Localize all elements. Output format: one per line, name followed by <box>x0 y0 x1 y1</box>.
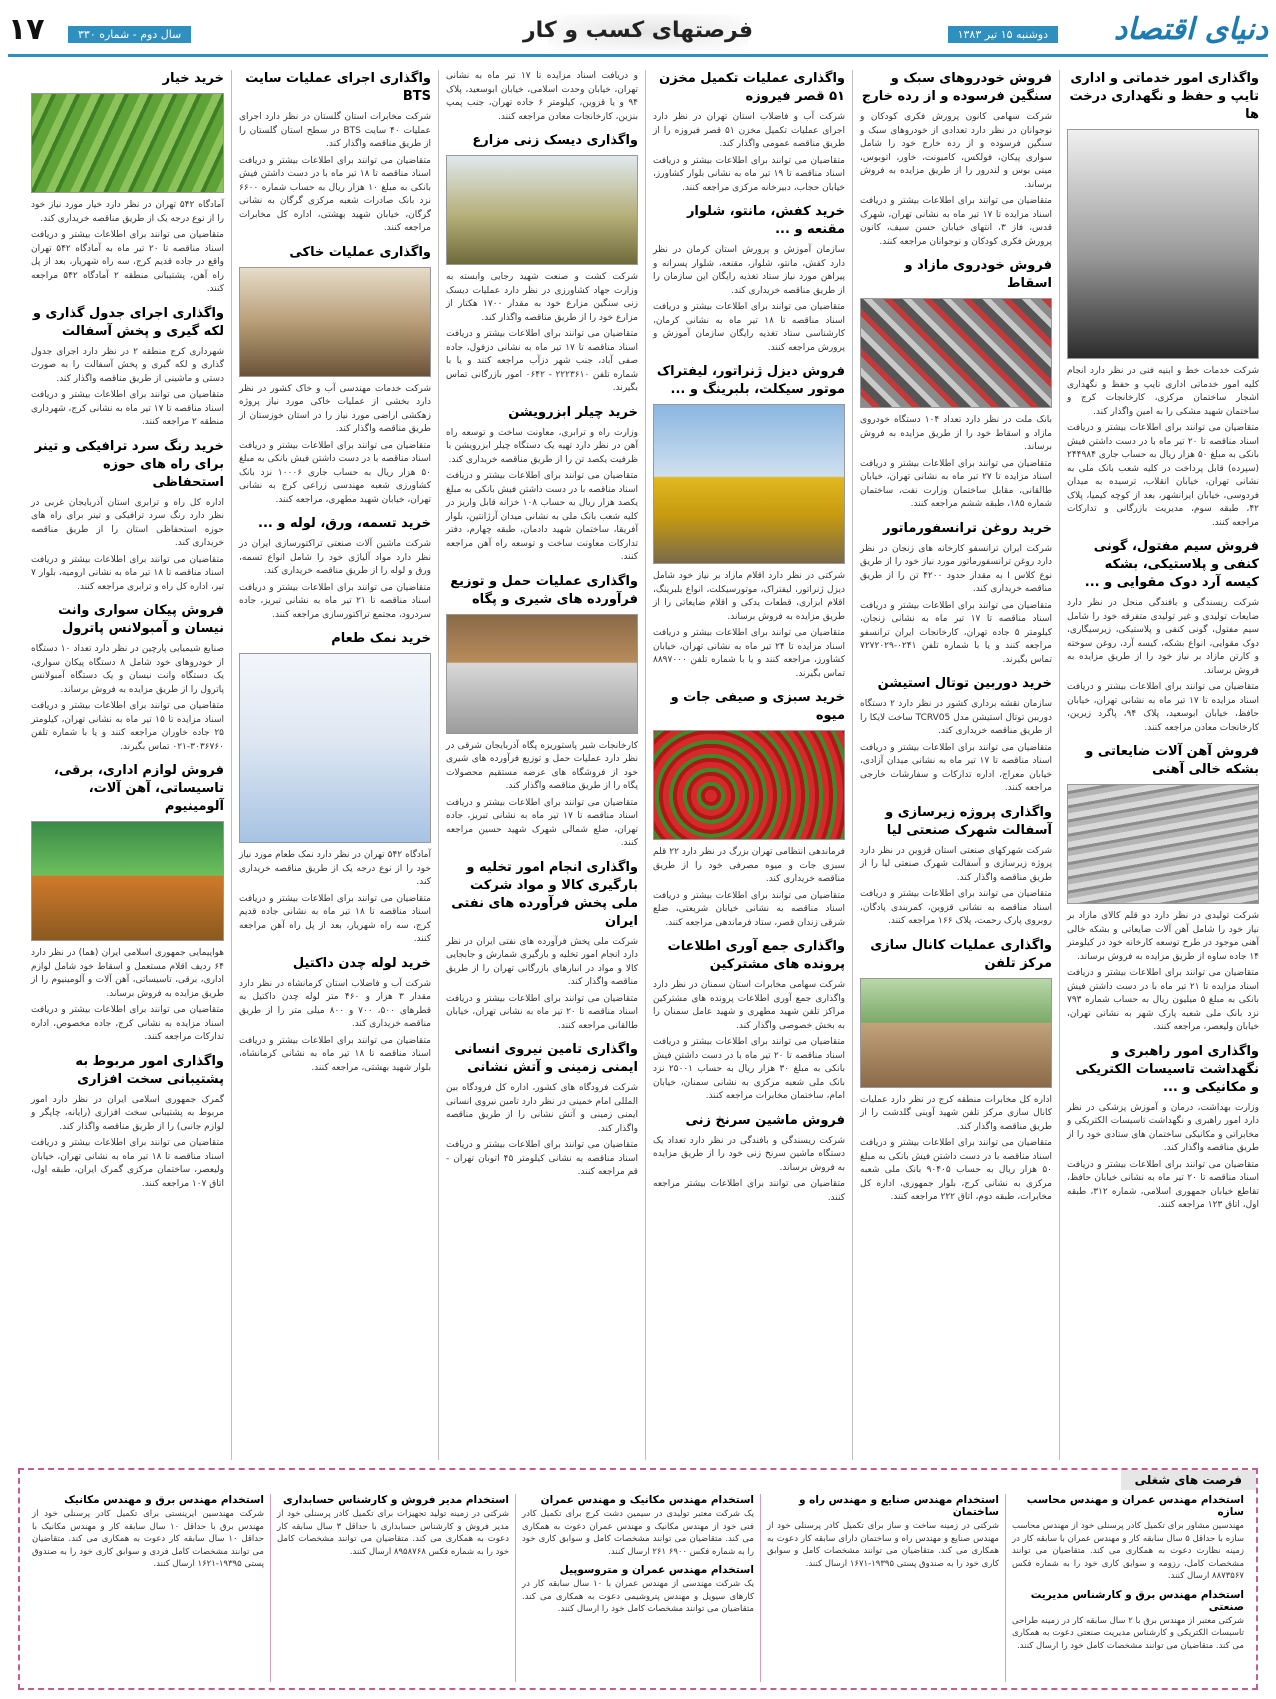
article-paragraph: بانک ملت در نظر دارد تعداد ۱۰۴ دستگاه خودروی مازاد و اسقاط خود را از طریق مزایده به فروش برساند. <box>860 415 1053 452</box>
article-paragraph: متقاضیان می توانند برای اطلاعات بیشتر و دریافت اسناد مناقصه تا ۱۸ تیر ماه به نشانی کرمان، کارشناسی ستاد تغذیه رایگان سازمان آموزش و پرورش مراجعه کنند. <box>653 302 845 353</box>
article <box>239 244 431 508</box>
article <box>446 70 638 124</box>
article <box>31 762 224 1045</box>
job-opportunities-label: فرصت های شغلی <box>1121 1470 1256 1490</box>
article-paragraph: متقاضیان می توانند برای اطلاعات بیشتر و دریافت اسناد مناقصه تا ۲۰ تیر ماه به آمادگاه ۵۴۲ تهران واقع در جاده قدیم کرج، سه راه شهریار، بعد از پل راه آهن، پشتیبانی منطقه ۲ آمادگاه ۵۴۲ مراجعه کنند. <box>31 230 224 294</box>
page-number: ۱۷ <box>8 12 45 47</box>
article-paragraph: متقاضیان می توانند برای اطلاعات بیشتر و دریافت اسناد مزایده تا ۲۴ تیر ماه به نشانی تهران، خیابان کشاورز، مراجعه کنند و یا با شماره تلفن ۸۸۹۷۰۰۰ تماس بگیرند. <box>653 628 845 679</box>
article-headline: واگذاری دیسک زنی مزارع <box>472 133 638 148</box>
article-headline: فروش لوازم اداری، برقی، تاسیساتی، آهن آلات، آلومینیوم <box>53 763 224 814</box>
pipes-photo <box>1067 784 1259 904</box>
article-paragraph: متقاضیان می توانند برای اطلاعات بیشتر و دریافت اسناد مناقصه تا ۱۸ تیر ماه به نشانی جاده قدیم کرج، سه راه شهریار، بعد از پل راه آهن مراجعه کنند. <box>239 893 431 944</box>
article-column <box>645 70 852 1460</box>
article-paragraph: متقاضیان می توانند برای اطلاعات بیشتر و دریافت اسناد مناقصه تا ۱۹ تیر ماه به نشانی بلوار کشاورز، خیابان حجاب، دبیرخانه مرکزی مراجعه کنند. <box>653 155 845 193</box>
article <box>31 305 224 430</box>
typewriter-photo <box>1067 129 1259 359</box>
job-opportunities-box <box>18 1468 1258 1690</box>
article-headline: خرید نمک طعام <box>331 631 431 646</box>
article <box>860 520 1052 668</box>
article-headline: خرید تسمه، ورق، لوله و ... <box>258 516 431 531</box>
article-headline: واگذاری پروژه زیرسازی و آسفالت شهرک صنعتی لیا <box>885 804 1052 838</box>
article-paragraph: متقاضیان می توانند برای اطلاعات بیشتر و دریافت اسناد مناقصه تا ۱۷ تیر ماه به نشانی میدان آزادی، خیابان معراج، اداره تدارکات و سفارشات خارجی مراجعه کنند. <box>860 742 1052 793</box>
newspaper-logo: دنیای اقتصاد <box>1113 12 1268 47</box>
article-paragraph: متقاضیان می توانند برای اطلاعات بیشتر و دریافت اسناد مناقصه تا ۲۱ تیر ماه به نشانی تبریز، جاده سردرود، مجتمع تراکتورسازی مراجعه کنند. <box>239 582 431 620</box>
job-title: استخدام مهندس برق و کارشناس مدیریت صنعتی <box>1030 1588 1244 1613</box>
article-headline: فروش پیکان سواری وانت نیسان و آمبولانس پاترول <box>58 603 224 636</box>
article-paragraph: شرکت ریسندگی و بافندگی منحل در نظر دارد ضایعات تولیدی و غیر تولیدی متفرقه خود را شامل سیم مفتول، گونی کنفی و پلاستیکی، زیرسیگاری، دوک مقوایی، انواع بشکه، کیسه آرد، روغن سوخته و کارتن مازاد بر نیاز خود را از طریق مزایده به فروش برساند. <box>1067 598 1259 676</box>
article-headline: خرید دوربین توتال استیشن <box>877 676 1052 691</box>
article <box>653 70 845 195</box>
article-paragraph: متقاضیان می توانند برای اطلاعات بیشتر و دریافت اسناد مزایده تا ۱۵ تیر ماه به نشانی تهران، کیلومتر ۲۵ جاده خاوران مراجعه کنند و یا با شماره تلفن ۳۰۳۶۷۶۰-۰۲۱ تماس بگیرند. <box>31 701 224 752</box>
factory-photo <box>31 821 224 941</box>
tractor-photo <box>446 155 638 265</box>
article-paragraph: متقاضیان می توانند برای اطلاعات بیشتر و دریافت اسناد مناقصه تا ۱۷ تیر ماه به نشانی زنجان، کیلومتر ۵ جاده تهران، کارخانجات ایران ترانسفو مراجعه کنند و یا با شماره تلفن ۰۲۴۱-۷۲۷۲۰۲۹ تماس بگیرند. <box>860 600 1052 665</box>
article-headline: واگذاری امور مربوط به پشتیبانی سخت افزاری <box>75 1053 224 1087</box>
article-paragraph: متقاضیان می توانند برای اطلاعات بیشتر و دریافت اسناد مناقصه تا ۲۰ تیر ماه به نشانی تهران، خیابان طالقانی مراجعه کنند. <box>446 993 638 1031</box>
article-paragraph: فرماندهی انتظامی تهران بزرگ در نظر دارد ۲۲ قلم سبزی جات و میوه مصرفی خود را از طریق مناقصه خریداری کند. <box>653 847 845 884</box>
article <box>446 404 638 565</box>
article-headline: واگذاری امور خدماتی و اداری تایپ و حفظ و نگهداری درخت ها <box>1069 71 1259 122</box>
job-listing <box>1012 1589 1244 1653</box>
article <box>653 938 845 1104</box>
article-paragraph: آمادگاه ۵۴۲ تهران در نظر دارد نمک طعام مورد نیاز خود را از نوع درجه یک از طریق مناقصه خریداری کند. <box>239 850 431 887</box>
article-headline: فروش دیزل ژنراتور، لیفتراک موتور سیکلت، بلبرینگ و ... <box>656 364 845 397</box>
job-description: یک شرکت معتبر تولیدی در سیمین دشت کرج برای تکمیل کادر فنی خود از مهندس مکانیک و مهندس عمران دعوت به همکاری می کند. متقاضیان می توانند مشخصات کامل و سوابق کاری خود را به شماره فکس ۶۹۰۰ ۲۶۱ ارسال کنند. <box>522 1509 754 1557</box>
article-headline: واگذاری اجرای جدول گذاری و لکه گیری و پخش آسفالت <box>32 305 224 339</box>
job-title: استخدام مهندس صنایع و مهندس راه و ساختمان <box>798 1494 999 1518</box>
issue-number: سال دوم - شماره ۳۳۰ <box>68 26 191 43</box>
article-paragraph: متقاضیان می توانند برای اطلاعات بیشتر و دریافت اسناد مناقصه با در دست داشتن فیش بانکی به مبلغ یکصد هزار ریال به حساب ۱۰۸ خزانه قابل واریز در کلیه شعب بانک ملی به نشانی میدان آرژانتین، بلوار آفریقا، ساختمان شهید دادمان، طبقه چهارم، دفتر تدارکات معاونت ساخت و توسعه راه آهن مراجعه کنند. <box>446 471 638 562</box>
article <box>446 1041 638 1180</box>
article-paragraph: متقاضیان می توانند برای اطلاعات بیشتر و دریافت اسناد مناقصه به نشانی کیلومتر ۴۵ اتوبان تهران - قم مراجعه کنند. <box>446 1140 638 1177</box>
article-paragraph: متقاضیان می توانند برای اطلاعات بیشتر و دریافت اسناد مزایده به نشانی کرج، جاده مخصوص، اداره تدارکات مراجعه کنند. <box>31 1005 224 1042</box>
article-paragraph: شهرداری کرج منطقه ۲ در نظر دارد اجرای جدول گذاری و لکه گیری و پخش آسفالت را به صورت دستی و ماشینی از طریق مناقصه واگذار کند. <box>31 346 225 384</box>
article-paragraph: متقاضیان می توانند برای اطلاعات بیشتر و دریافت اسناد مناقصه تا ۲۰ تیر ماه به نشانی خیابان حافظ، تقاطع خیابان جمهوری اسلامی، شماره ۳۱۲، طبقه اول، اتاق ۱۲۳ مراجعه کنند. <box>1067 1159 1260 1210</box>
article-headline: فروش سیم مفتول، گونی کنفی و پلاستیکی، بشکه کیسه آرد دوک مقوایی و ... <box>1084 539 1259 590</box>
article-paragraph: شرکت سهامی کانون پرورش فکری کودکان و نوجوانان در نظر دارد تعدادی از خودروهای سبک و سنگین فرسوده و از رده خارج خود را شامل سواری پیکان، فولکس، کامیونت، خاور، اتوبوس، مینی بوس و لندرور را از طریق مزایده به فروش برساند. <box>860 112 1052 190</box>
article <box>653 1112 845 1206</box>
article <box>860 70 1052 249</box>
article-paragraph: کارخانجات شیر پاستوریزه پگاه آذربایجان شرقی در نظر دارد عملیات حمل و توزیع فرآورده های شیری خود از فروشگاه های عرضه مستقیم محصولات پگاه را از طریق مناقصه واگذار کند. <box>446 740 638 791</box>
article-paragraph: آمادگاه ۵۴۲ تهران در نظر دارد خیار مورد نیاز خود را از نوع درجه یک از طریق مناقصه خریداری کند. <box>31 200 224 224</box>
job-description: شرکتی در زمینه تولید تجهیزات برای تکمیل کادر پرسنلی خود از مدیر فروش و کارشناس حسابداری با حداقل ۳ سال سابقه کار دعوت به همکاری می کند. متقاضیان می توانند مشخصات کامل خود را به شماره فکس ۸۹۵۸۷۶۸ ارسال کنند. <box>277 1509 509 1557</box>
job-listing <box>522 1494 754 1558</box>
article-paragraph: متقاضیان می توانند برای اطلاعات بیشتر و دریافت اسناد مناقصه تا ۱۷ تیر ماه به نشانی کرج، شهرداری منطقه ۲ مراجعه کنند. <box>31 390 224 427</box>
article-column <box>438 70 645 1460</box>
article <box>860 675 1052 796</box>
salt-photo <box>239 653 431 843</box>
article <box>31 1053 224 1192</box>
article <box>1067 70 1259 530</box>
article-paragraph: سازمان نقشه برداری کشور در نظر دارد ۲ دستگاه دوربین توتال استیشن مدل TCRV05 ساخت لایکا را از طریق مناقصه خریداری کند. <box>860 699 1053 736</box>
article <box>1067 743 1259 1035</box>
article-headline: واگذاری عملیات حمل و توزیع فرآورده های شیری و پگاه <box>450 573 638 607</box>
article-paragraph: متقاضیان می توانند برای اطلاعات بیشتر مراجعه کنند. <box>653 1179 845 1203</box>
article <box>31 70 224 297</box>
article-paragraph: سازمان آموزش و پرورش استان کرمان در نظر دارد کفش، مانتو، شلوار، مقنعه، شلوار پسرانه و پیراهن مورد نیاز ستاد تغذیه رایگان این سازمان را از طریق مناقصه خریداری کند. <box>653 245 845 296</box>
article-column <box>852 70 1059 1460</box>
article-column <box>231 70 438 1460</box>
article <box>860 257 1052 512</box>
article <box>1067 538 1259 735</box>
job-listing <box>522 1564 754 1616</box>
article-headline: واگذاری تامین نیروی انسانی ایمنی زمینی و آتش نشانی <box>454 1042 638 1075</box>
article-paragraph: متقاضیان می توانند برای اطلاعات بیشتر و دریافت اسناد مناقصه تا ۲۰ تیر ماه با در دست داشتن فیش بانکی به مبلغ ۳۰ هزار ریال به حساب ۲۵۰۰۱ نزد بانک ملی شعبه مرکزی به نشانی سمنان، خیابان امام، ساختمان مخابرات مراجعه کنند. <box>653 1037 845 1101</box>
article-headline: واگذاری انجام امور تخلیه و بارگیری کالا و مواد شرکت ملی پخش فرآورده های نفتی ایران <box>451 859 638 929</box>
job-title: استخدام مهندس عمران و متروسوپیل <box>559 1564 754 1576</box>
article-headline: خرید روغن ترانسفورماتور <box>882 520 1052 536</box>
article-paragraph: شرکت آب و فاضلاب استان کرمانشاه در نظر دارد مقدار ۳ هزار و ۴۶۰ متر لوله چدن داکتیل به قطرهای ۵۰۰، ۷۰۰ و ۸۰۰ میلی متر را از طریق مناقصه خریداری کند. <box>239 978 432 1029</box>
article-paragraph: گمرک جمهوری اسلامی ایران در نظر دارد امور مربوط به پشتیبانی سخت افزاری (رایانه، چاپگر و لوازم جانبی) را از طریق مناقصه واگذار کند. <box>31 1094 224 1132</box>
masthead <box>8 12 1268 57</box>
article-headline: خرید لوله چدن داکتیل <box>292 955 431 971</box>
article <box>31 602 224 754</box>
article-paragraph: متقاضیان می توانند برای اطلاعات بیشتر و دریافت اسناد مناقصه تا ۱۸ تیر ماه با در دست داشتن فیش بانکی به مبلغ ۱۰ هزار ریال به حساب شماره ۶۶۰۰ نزد بانک صادرات شعبه مرکزی گرگان به نشانی گرگان، خیابان شهید بهشتی، اداره کل مخابرات مراجعه کنند. <box>239 155 431 233</box>
job-listing <box>1012 1494 1244 1583</box>
article-headline: فروش خودروهای سبک و سنگین فرسوده و از رده خارج <box>861 71 1052 104</box>
article-headline: فروش ماشین سرنخ زنی <box>685 1112 845 1128</box>
article-paragraph: متقاضیان می توانند برای اطلاعات بیشتر و دریافت اسناد مناقصه با در دست داشتن فیش بانکی به مبلغ ۵۰ هزار ریال به حساب ۹۰۴۰۵ بانک ملی شعبه مرکزی به نشانی کرج، بلوار جمهوری، اداره کل مخابرات، طبقه دوم، اتاق ۲۲۲ مراجعه کنند. <box>860 1138 1052 1202</box>
article <box>653 363 845 681</box>
article-paragraph: و دریافت اسناد مزایده تا ۱۷ تیر ماه به نشانی تهران، خیابان وحدت اسلامی، خیابان ابوسعید، پلاک ۹۴ و یا قزوین، کیلومتر ۶ جاده تهران، جنب پمپ بنزین، کارخانجات معادن مراجعه کنند. <box>446 71 638 122</box>
bulldozer-photo <box>239 267 431 377</box>
article <box>653 203 845 355</box>
job-column <box>515 1494 760 1682</box>
job-description: شرکت مهندسین ایرینستی برای تکمیل کادر پرسنلی خود از مهندس برق با حداقل ۱۰ سال سابقه کار و مهندس مکانیک با حداقل ۱۰ سال سابقه کار دعوت به همکاری می کند. متقاضیان می توانند مشخصات کامل فردی و سوابق کاری خود را به صندوق پستی ۱۹۳۹۵-۱۶۲۱ ارسال کنند. <box>32 1509 265 1569</box>
article-paragraph: شرکت ایران ترانسفو کارخانه های زنجان در نظر دارد روغن ترانسفورماتور مورد نیاز خود را از طریق نوع کلاس I به مقدار حدود ۴۲۰۰ تن را از طریق مناقصه خریداری کند. <box>860 543 1052 594</box>
article-paragraph: وزارت راه و ترابری، معاونت ساخت و توسعه راه آهن در نظر دارد تهیه یک دستگاه چیلر ابزرویشن با ظرفیت یکصد تن را از طریق مناقصه خریداری کند. <box>446 427 638 465</box>
article-paragraph: هواپیمایی جمهوری اسلامی ایران (هما) در نظر دارد ۶۴ ردیف اقلام مستعمل و اسقاط خود شامل لوازم اداری، برقی، تاسیساتی، آهن آلات و آلومینیوم را از طریق مزایده به فروش برساند. <box>31 948 224 999</box>
job-column <box>26 1494 270 1682</box>
article-paragraph: متقاضیان می توانند برای اطلاعات بیشتر و دریافت اسناد مناقصه تا ۱۸ تیر ماه به نشانی ارومیه، بلوار ۷ تیر، اداره کل راه و ترابری مراجعه کنند. <box>31 554 224 592</box>
article-headline: واگذاری اجرای عملیات سایت BTS <box>245 71 431 104</box>
article-paragraph: متقاضیان می توانند برای اطلاعات بیشتر و دریافت اسناد مناقصه تا ۱۸ تیر ماه به نشانی تهران، خیابان ولیعصر، ساختمان مرکزی گمرک ایران، طبقه اول، اتاق ۱۰۷ مراجعه کنند. <box>31 1138 224 1189</box>
article <box>446 132 638 396</box>
job-title: استخدام مهندس عمران و مهندس محاسب سازه <box>1026 1494 1244 1518</box>
job-description: مهندسین مشاور برای تکمیل کادر پرسنلی خود از مهندس محاسب سازه با حداقل ۵ سال سابقه کار و مهندس عمران با سابقه کار در زمینه نظارت دعوت به همکاری می کند. متقاضیان می توانند مشخصات کامل، رزومه و سوابق کاری خود را به شماره فکس ۸۸۷۳۵۶۷ ارسال کنند. <box>1012 1521 1244 1581</box>
cucumber-photo <box>31 93 224 193</box>
job-title: استخدام مهندس مکانیک و مهندس عمران <box>540 1494 754 1506</box>
job-description: شرکتی در زمینه ساخت و ساز برای تکمیل کادر پرسنلی خود از مهندس صنایع و مهندس راه و ساختمان دارای سابقه کار دعوت به همکاری می کند. متقاضیان می توانند مشخصات کامل و سوابق کاری خود را به صندوق پستی ۱۹۳۹۵-۱۶۷۱ ارسال کنند. <box>767 1521 999 1569</box>
article-paragraph: متقاضیان می توانند برای اطلاعات بیشتر و دریافت اسناد مناقصه تا ۱۷ تیر ماه به نشانی دزفول، جاده صفی آباد، جنب شهر دزآب مراجعه کنند و یا با شماره تلفن ۲۲۲۳۶۱۰ - ۰۶۴۲ امور بازرگانی تماس بگیرند. <box>446 329 638 393</box>
article-paragraph: صنایع شیمیایی پارچین در نظر دارد تعداد ۱۰ دستگاه از خودروهای خود شامل ۸ دستگاه پیکان سواری، یک دستگاه وانت نیسان و یک دستگاه آمبولانس پاترول را از طریق مزایده به فروش برساند. <box>31 644 224 695</box>
article <box>31 438 224 595</box>
article-headline: خرید خیار <box>162 71 224 86</box>
article-headline: واگذاری عملیات تکمیل مخزن ۵۱ قصر فیروزه <box>659 71 845 104</box>
article-paragraph: وزارت بهداشت، درمان و آموزش پزشکی در نظر دارد امور راهبری و نگهداشت تاسیسات الکتریکی و مخابراتی و مکانیکی ساختمان های ستادی خود را از طریق مناقصه واگذار کند. <box>1067 1102 1259 1153</box>
article-paragraph: شرکت ماشین آلات صنعتی تراکتورسازی ایران در نظر دارد مواد آلیاژی خود را شامل انواع تسمه، ورق و لوله را از طریق مناقصه خریداری کند. <box>239 539 431 576</box>
article <box>860 937 1052 1205</box>
article-paragraph: متقاضیان می توانند برای اطلاعات بیشتر و دریافت اسناد مناقصه تا ۱۷ تیر ماه به نشانی تبریز، جاده تهران، ضلع شمالی شهرک شهید حسین مراجعه کنند. <box>446 797 638 848</box>
article-paragraph: شرکت ملی پخش فرآورده های نفتی ایران در نظر دارد انجام امور تخلیه و بارگیری شمارش و جابجایی کالا و مواد در انبارهای بازرگانی تهران را از طریق مناقصه واگذار کند. <box>446 936 638 987</box>
article-paragraph: شرکت آب و فاضلاب استان تهران در نظر دارد اجرای عملیات تکمیل مخزن ۵۱ قصر فیروزه را از طریق مناقصه عمومی واگذار کند. <box>653 112 845 149</box>
loader-photo <box>653 404 845 564</box>
article-columns <box>10 70 1266 1460</box>
article <box>239 515 431 622</box>
article <box>239 70 431 236</box>
article-paragraph: شرکت سهامی مخابرات استان سمنان در نظر دارد واگذاری جمع آوری اطلاعات پرونده های مشترکین مراکز تلفن شهید مطهری و شهید عامل سمنان را به بخش خصوصی واگذار کند. <box>653 980 845 1031</box>
job-column <box>270 1494 515 1682</box>
article <box>860 804 1052 929</box>
article-paragraph: متقاضیان می توانند برای اطلاعات بیشتر و دریافت اسناد مناقصه به نشانی قزوین، کمربندی پادگان، روبروی پارک رحمت، پلاک ۱۶۶ مراجعه کنند. <box>860 889 1052 926</box>
article-paragraph: شرکت خدمات مهندسی آب و خاک کشور در نظر دارد بخشی از عملیات خاکی مورد نیاز پروژه زهکشی اراضی مورد نیاز را در استان خوزستان از طریق مناقصه واگذار کند. <box>239 383 431 434</box>
article-paragraph: شرکت فرودگاه های کشور، اداره کل فرودگاه بین المللی امام خمینی در نظر دارد تامین نیروی انسانی ایمنی زمینی و آتش نشانی را از طریق مناقصه واگذار کند. <box>446 1083 638 1134</box>
job-listings <box>26 1494 1250 1682</box>
job-description: یک شرکت مهندسی از مهندس عمران با ۱۰ سال سابقه کار در کارهای سیویل و مهندس پتروشیمی دعوت به همکاری می کند. متقاضیان می توانند مشخصات کامل خود را ارسال کنند. <box>522 1579 755 1614</box>
article-paragraph: شرکت خدمات خط و ابنیه فنی در نظر دارد انجام کلیه امور خدماتی اداری تایپ و حفظ و نگهداری اشجار ساختمان مرکزی، کارخانجات کرج و ساختمان شهید مشکی را به امین واگذار کند. <box>1067 366 1259 417</box>
article-paragraph: شرکت شهرکهای صنعتی استان قزوین در نظر دارد پروژه زیرسازی و آسفالت شهرک صنعتی لیا را از طریق مناقصه واگذار کند. <box>860 845 1052 883</box>
article-paragraph: شرکت مخابرات استان گلستان در نظر دارد اجرای عملیات ۴۰ سایت BTS در سطح استان گلستان را از طریق مناقصه واگذار کند. <box>239 112 431 149</box>
article-paragraph: متقاضیان می توانند برای اطلاعات بیشتر و دریافت اسناد مزایده تا ۱۷ تیر ماه به نشانی تهران، خیابان حافظ، خیابان ابوسعید، پلاک ۹۴، پاگرد زیرین، کارخانجات معادن مراجعه کنند. <box>1067 682 1259 733</box>
article-headline: فروش خودروی مازاد و اسقاط <box>904 258 1052 291</box>
article-paragraph: متقاضیان می توانند برای اطلاعات بیشتر و دریافت اسناد مزایده تا ۱۷ تیر ماه به نشانی تهران، شهرک قدس، فاز ۳، انتهای خیابان حسن سیف، کانون پرورش فکری کودکان و نوجوانان مراجعه کنند. <box>860 196 1052 247</box>
article-paragraph: شرکت تولیدی در نظر دارد دو قلم کالای مازاد بر نیاز خود را شامل آهن آلات ضایعاتی و بشکه خالی آهنی موجود در طرح توسعه کارخانه خود در کیلومتر ۱۴ جاده ساوه از طریق مزایده به فروش برساند. <box>1067 911 1259 962</box>
job-title: استخدام مدیر فروش و کارشناس حسابداری <box>282 1494 509 1506</box>
article-headline: خرید چیلر ابزرویشن <box>508 404 638 420</box>
article <box>653 689 845 930</box>
article-paragraph: متقاضیان می توانند برای اطلاعات بیشتر و دریافت اسناد مزایده تا ۲۱ تیر ماه با در دست داشتن فیش بانکی به مبلغ ۵ میلیون ریال به حساب شماره ۷۹۳ نزد بانک ملی شعبه پارک شهر به نشانی تهران، خیابان ولیعصر، مراجعه کنند. <box>1067 968 1259 1032</box>
article-paragraph: اداره کل راه و ترابری استان آذربایجان غربی در نظر دارد رنگ سرد ترافیکی و تینر برای راه های حوزه استحفاظی استان را از طریق مناقصه خریداری کند. <box>31 497 224 548</box>
article-paragraph: شرکت ریسندگی و بافندگی در نظر دارد تعداد یک دستگاه ماشین سرنخ زنی خود را از طریق مزایده به فروش برساند. <box>653 1135 845 1173</box>
article-headline: واگذاری عملیات خاکی <box>289 244 431 260</box>
job-column <box>1005 1494 1250 1682</box>
workers-photo <box>860 978 1052 1088</box>
article-headline: فروش آهن آلات ضایعاتی و بشکه خالی آهنی <box>1085 744 1259 777</box>
job-title: استخدام مهندس برق و مهندس مکانیک <box>64 1494 264 1506</box>
article <box>239 630 431 947</box>
article-column <box>24 70 231 1460</box>
article-headline: خرید سبزی و صیفی جات و میوه <box>670 690 845 723</box>
article <box>446 573 638 851</box>
article <box>1067 1043 1259 1213</box>
job-listing <box>32 1494 264 1571</box>
article-headline: خرید کفش، مانتو، شلوار مقنعه و ... <box>686 204 845 237</box>
article-paragraph: متقاضیان می توانند برای اطلاعات بیشتر و دریافت اسناد مزایده تا ۲۷ تیر ماه به نشانی تهران، خیابان طالقانی، مقابل ساختمان وزارت نفت، ساختمان شماره ۱۸۵، طبقه ششم مراجعه کنند. <box>860 458 1052 509</box>
job-listing <box>767 1494 999 1570</box>
job-column <box>760 1494 1005 1682</box>
article-paragraph: متقاضیان می توانند برای اطلاعات بیشتر و دریافت اسناد مناقصه تا ۲۰ تیر ماه با در دست داشتن فیش بانکی به مبلغ ۵۰ هزار ریال به حساب جاری ۲۴۴۹۸۴ (سپرده) قابل پرداخت در کلیه شعب بانک ملی به نشانی تهران، خیابان انقلاب، ترسیده به میدان فردوسی، خیابان ایرانشهر، بعد از کوچه کیمیا، پلاک ۴۲، طبقه سوم، مدیریت بازرگانی و تدارکات مراجعه کنند. <box>1067 423 1259 528</box>
article-headline: خرید رنگ سرد ترافیکی و تینر برای راه های حوزه استحفاظی <box>34 438 224 490</box>
article-paragraph: اداره کل مخابرات منطقه کرج در نظر دارد عملیات کانال سازی مرکز تلفن شهید آوینی گلدشت را از طریق مناقصه واگذار کند. <box>860 1094 1052 1132</box>
cars-photo <box>860 298 1052 408</box>
article-headline: واگذاری امور راهبری و نگهداشت تاسیسات الکتریکی و مکانیکی و ... <box>1075 1043 1259 1095</box>
milk-photo <box>446 614 638 734</box>
article-paragraph: متقاضیان می توانند برای اطلاعات بیشتر و دریافت اسناد مناقصه به نشانی خیابان شریعتی، ضلع شرقی زندان قصر، ستاد فرماندهی مراجعه کنند. <box>653 890 845 928</box>
job-listing <box>277 1494 509 1558</box>
article-headline: واگذاری جمع آوری اطلاعات پرونده های مشترکین <box>667 939 845 972</box>
section-title: فرصتهای کسب و کار <box>522 18 754 43</box>
article-paragraph: متقاضیان می توانند برای اطلاعات بیشتر و دریافت اسناد مناقصه تا ۱۸ تیر ماه به نشانی کرمانشاه، بلوار شهید بهشتی، مراجعه کنند. <box>239 1035 431 1073</box>
article <box>446 859 638 1034</box>
article-headline: واگذاری عملیات کانال سازی مرکز تلفن <box>870 937 1052 971</box>
article <box>239 955 431 1076</box>
issue-date: دوشنبه ۱۵ تیر ۱۳۸۳ <box>948 26 1058 43</box>
veg-photo <box>653 730 845 840</box>
article-paragraph: شرکت کشت و صنعت شهید رجایی وابسته به وزارت جهاد کشاورزی در نظر دارد عملیات دیسک زنی سنگین مزارع خود به مقدار ۱۷۰۰ هکتار از مزارع خود را از طریق مناقصه واگذار کند. <box>446 272 638 323</box>
job-description: شرکتی معتبر از مهندس برق با ۲ سال سابقه کار در زمینه طراحی تاسیسات الکتریکی و کارشناس مدیریت صنعتی دعوت به همکاری می کند. متقاضیان می توانند مشخصات کامل خود را ارسال کنند. <box>1012 1615 1245 1651</box>
article-paragraph: متقاضیان می توانند برای اطلاعات بیشتر و دریافت اسناد مناقصه با در دست داشتن فیش بانکی به مبلغ ۵۰ هزار ریال به حساب جاری ۱۰۰۰۶ نزد بانک کشاورزی شعبه مهندسی زراعی کرج به نشانی تهران، خیابان شهید مطهری، مراجعه کنند. <box>239 440 431 505</box>
article-paragraph: شرکتی در نظر دارد اقلام مازاد بر نیاز خود شامل دیزل ژنراتور، لیفتراک، موتورسیکلت، انواع بلبرینگ، اقلام ابزاری، قطعات یدکی و اقلام ضایعاتی را از طریق مزایده به فروش برساند. <box>653 571 845 622</box>
article-column <box>1059 70 1266 1460</box>
